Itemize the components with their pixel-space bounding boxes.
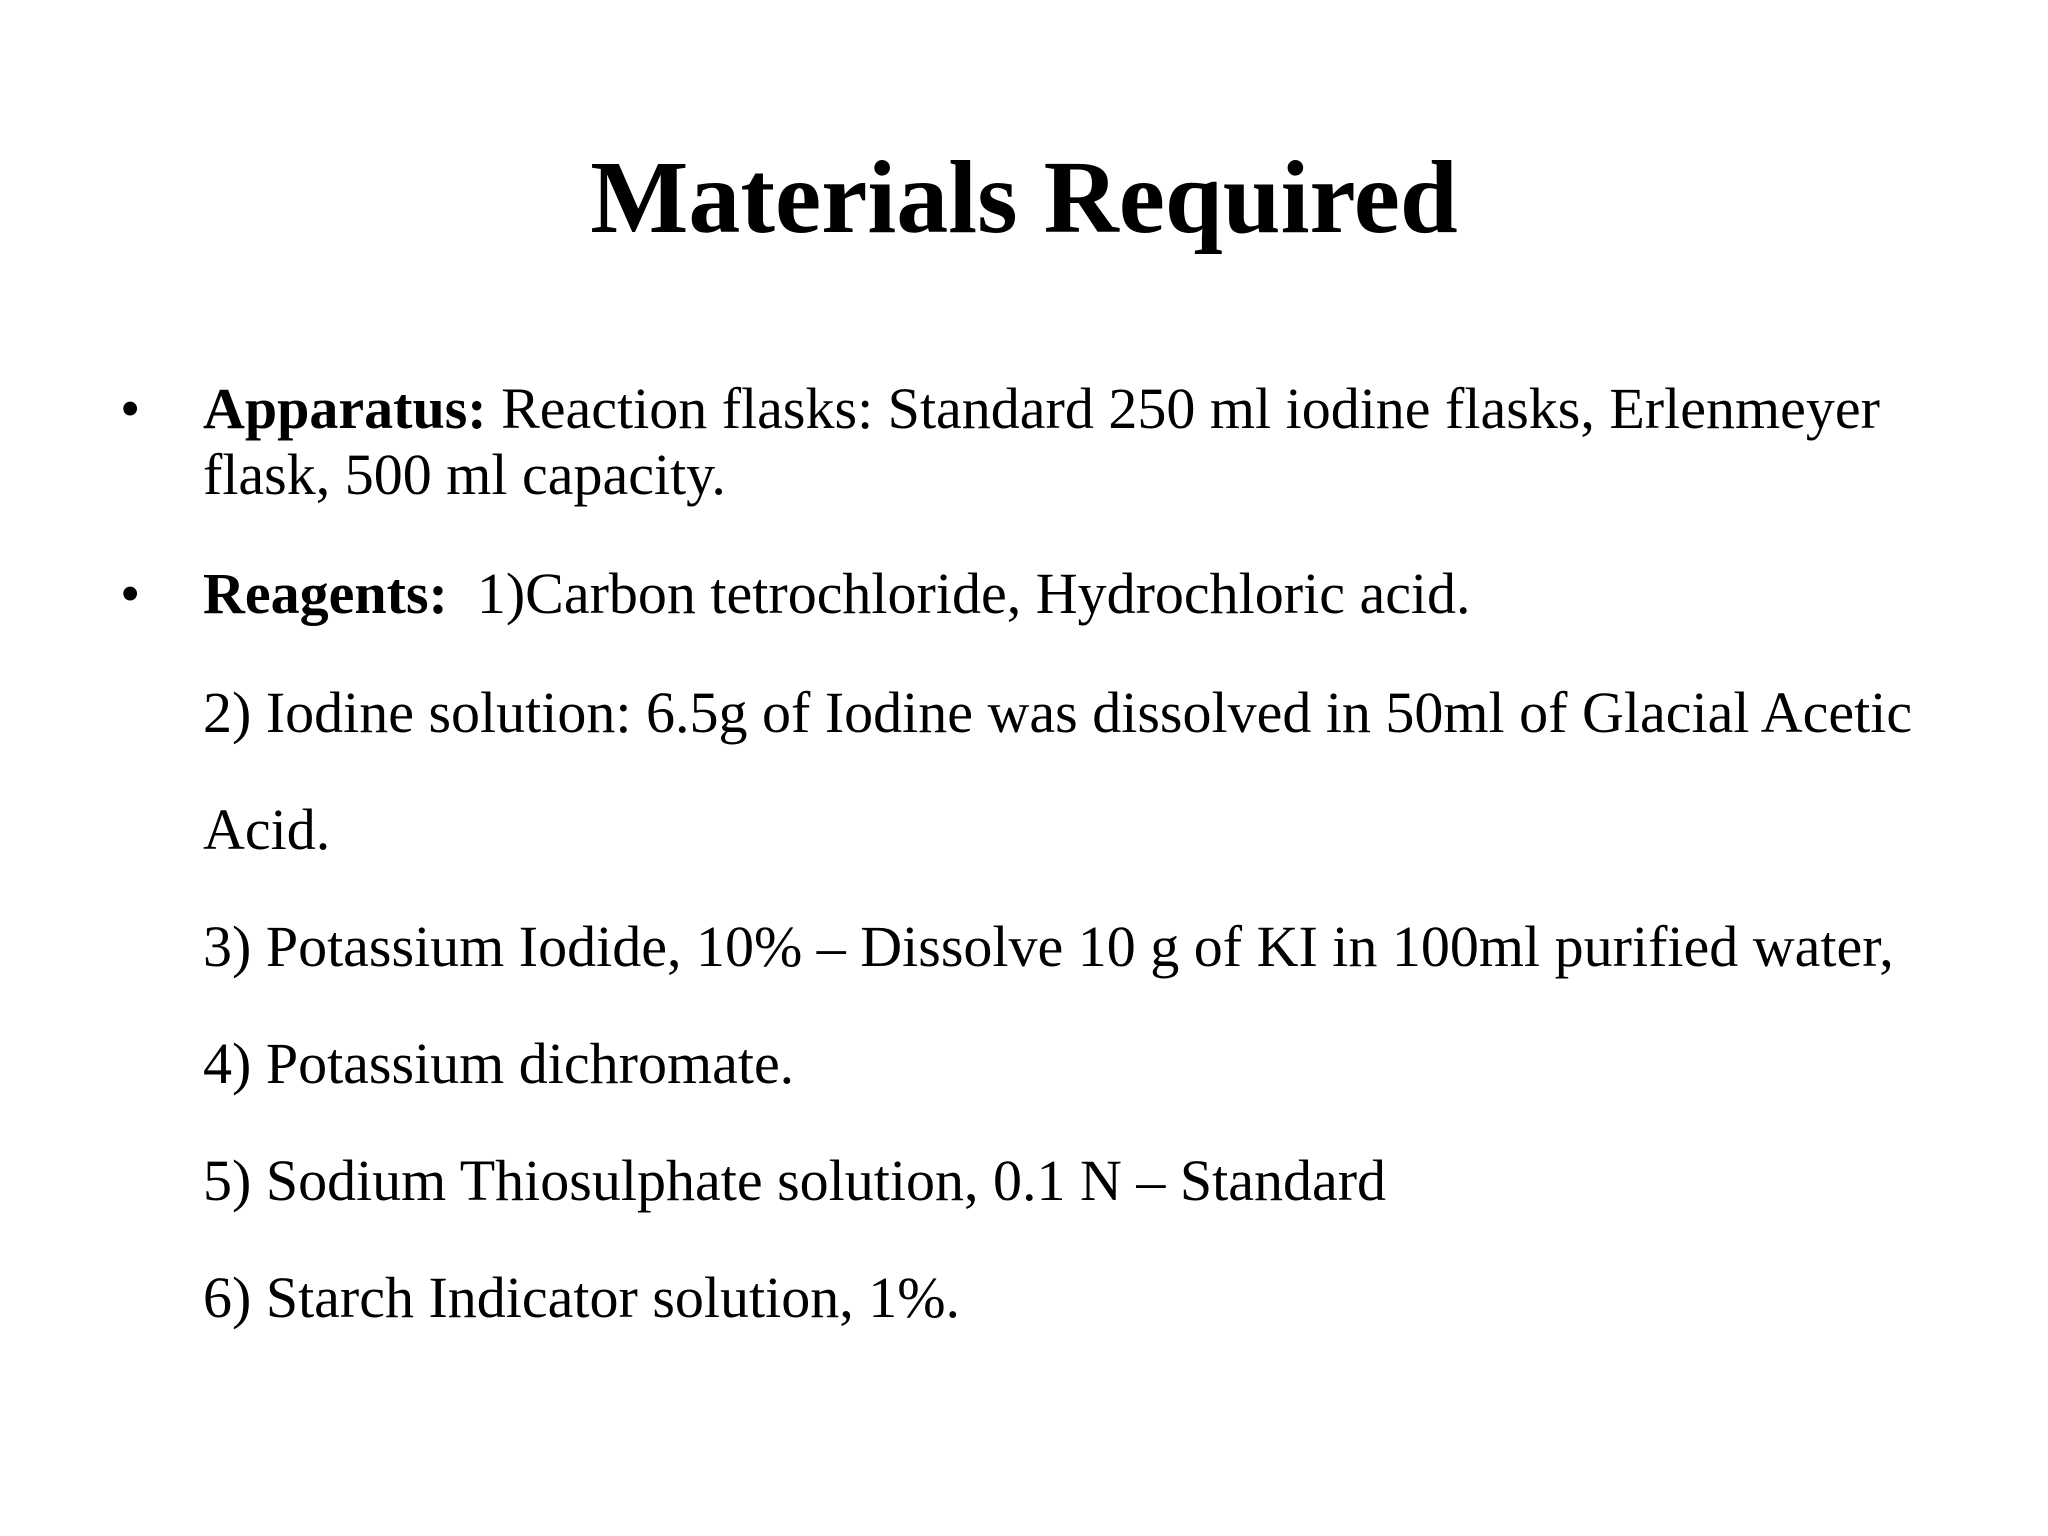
slide-title: Materials Required	[590, 140, 1458, 255]
reagent-2: 2) Iodine solution: 6.5g of Iodine was dissolved in 50ml of Glacial Acetic	[203, 680, 1913, 745]
bullet-reagents-text	[203, 561, 1903, 627]
reagent-5: 5) Sodium Thiosulphate solution, 0.1 N – Standard	[203, 1148, 1387, 1213]
reagent-3: 3) Potassium Iodide, 10% – Dissolve 10 g of KI in 100ml purified water,	[203, 914, 1894, 979]
reagents-label: Reagents:	[203, 561, 448, 626]
bullet-marker: •	[120, 376, 141, 441]
reagent-6: 6) Starch Indicator solution, 1%.	[203, 1265, 961, 1330]
bullet-apparatus-text	[203, 376, 1903, 508]
apparatus-description: Reaction flasks: Standard 250 ml iodine flasks, Erlenmeyer flask, 500 ml capacity.	[203, 376, 1880, 507]
reagent-2-continuation: Acid.	[203, 797, 331, 862]
reagent-1: 1)Carbon tetrochloride, Hydrochloric acid.	[447, 561, 1471, 626]
reagent-4: 4) Potassium dichromate.	[203, 1031, 795, 1096]
apparatus-label: Apparatus:	[203, 376, 487, 441]
bullet-marker: •	[120, 561, 141, 626]
